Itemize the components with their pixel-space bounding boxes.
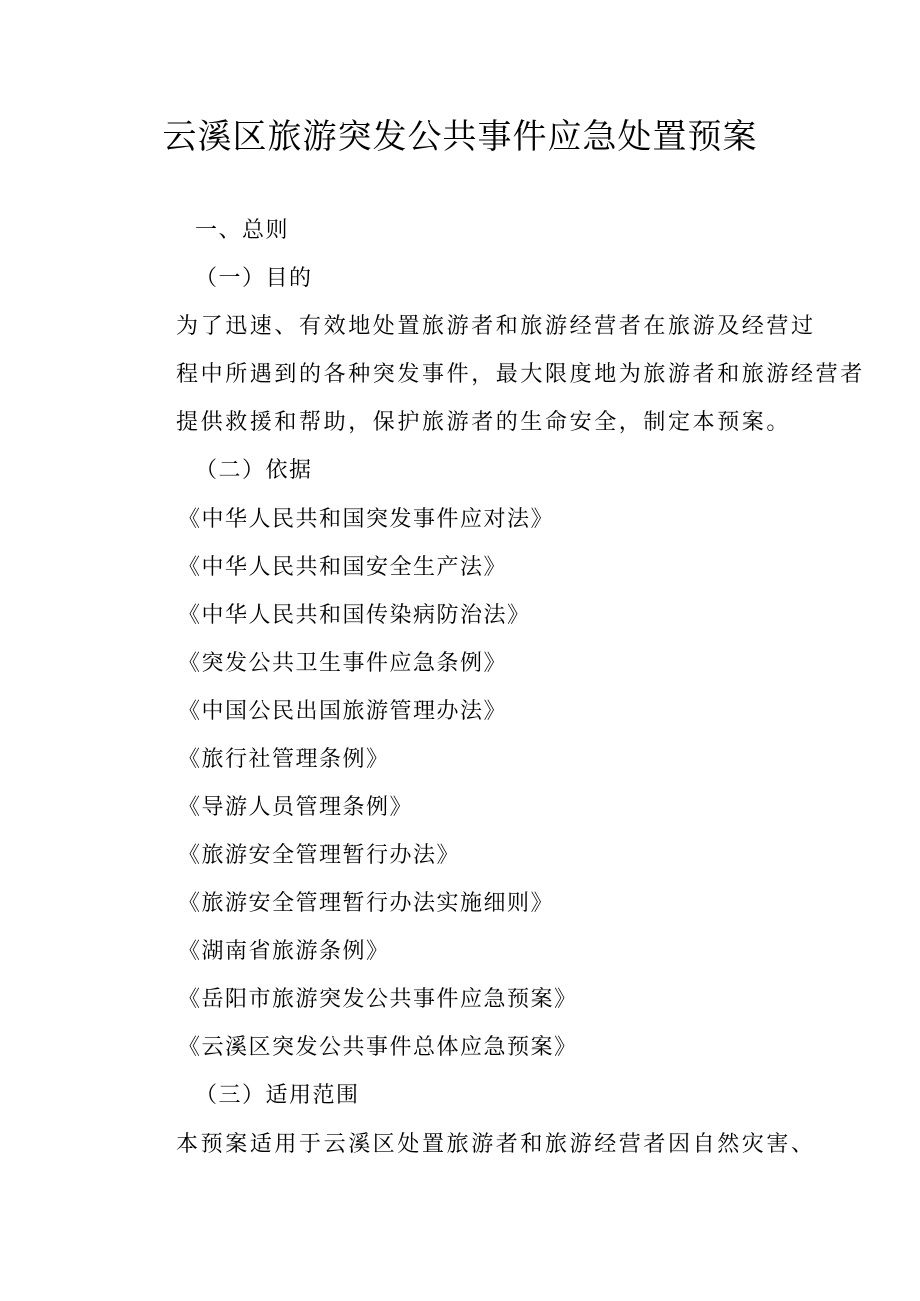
law-item: 《旅游安全管理暂行办法实施细则》 xyxy=(178,891,555,916)
law-item: 《中国公民出国旅游管理办法》 xyxy=(178,699,508,724)
subheading-purpose: （一）目的 xyxy=(195,266,313,291)
document-title: 云溪区旅游突发公共事件应急处置预案 xyxy=(162,117,758,157)
law-item: 《岳阳市旅游突发公共事件应急预案》 xyxy=(178,987,578,1012)
subheading-scope: （三）适用范围 xyxy=(195,1083,360,1108)
law-item: 《湖南省旅游条例》 xyxy=(178,939,390,964)
law-item: 《旅行社管理条例》 xyxy=(178,747,390,772)
law-item: 《中华人民共和国传染病防治法》 xyxy=(178,603,531,628)
section-heading-general: 一、总则 xyxy=(195,218,290,243)
law-item: 《旅游安全管理暂行办法》 xyxy=(178,843,461,868)
law-item: 《导游人员管理条例》 xyxy=(178,795,414,820)
subheading-basis: （二）依据 xyxy=(195,458,313,483)
scope-line: 本预案适用于云溪区处置旅游者和旅游经营者因自然灾害、 xyxy=(176,1132,816,1157)
purpose-line: 提供救援和帮助，保护旅游者的生命安全，制定本预案。 xyxy=(176,410,792,435)
law-item: 《中华人民共和国突发事件应对法》 xyxy=(178,507,555,532)
law-item: 《突发公共卫生事件应急条例》 xyxy=(178,651,508,676)
purpose-line: 程中所遇到的各种突发事件，最大限度地为旅游者和旅游经营者 xyxy=(176,362,865,387)
law-item: 《云溪区突发公共事件总体应急预案》 xyxy=(178,1035,578,1060)
law-item: 《中华人民共和国安全生产法》 xyxy=(178,555,508,580)
purpose-line: 为了迅速、有效地处置旅游者和旅游经营者在旅游及经营过 xyxy=(176,314,816,339)
